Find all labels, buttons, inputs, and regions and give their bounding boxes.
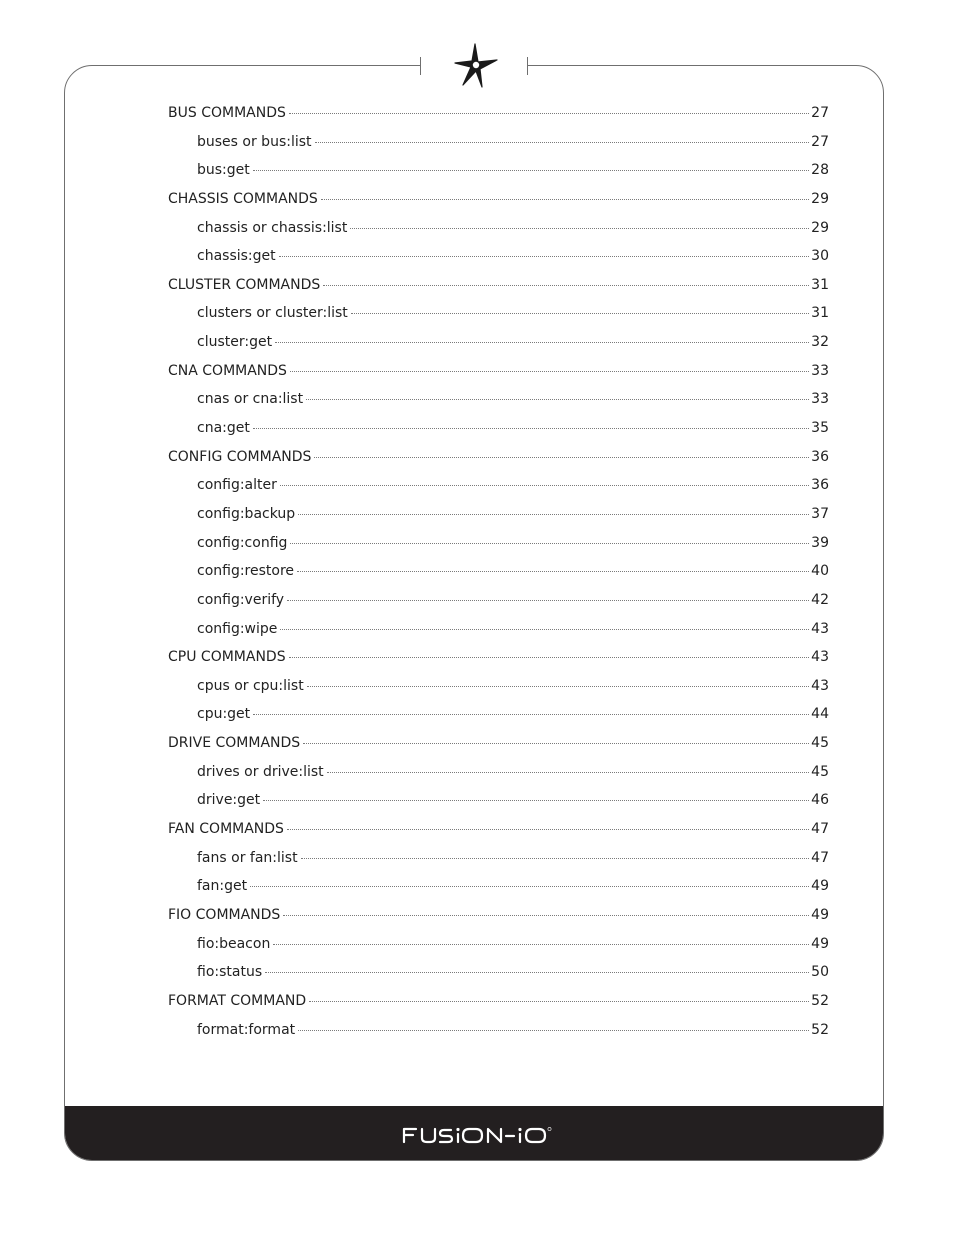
toc-dot-leader	[321, 199, 809, 200]
toc-subentry[interactable]	[168, 964, 829, 993]
toc-dot-leader	[280, 629, 809, 630]
toc-dot-leader	[287, 829, 809, 830]
toc-dot-leader	[280, 485, 809, 486]
toc-dot-leader	[283, 915, 809, 916]
toc-entry-label: FAN COMMANDS	[168, 821, 284, 838]
toc-dot-leader	[250, 886, 809, 887]
toc-page-number: 49	[811, 906, 829, 923]
toc-subentry[interactable]	[168, 334, 829, 363]
toc-page-number: 49	[811, 878, 829, 895]
toc-section-entry[interactable]	[168, 993, 829, 1022]
toc-page-number: 39	[811, 534, 829, 551]
toc-entry-label: cpu:get	[197, 706, 251, 723]
toc-entry-label: cpus or cpu:list	[197, 677, 304, 694]
toc-page-number: 31	[811, 305, 829, 322]
toc-entry-label: CNA COMMANDS	[168, 362, 287, 379]
toc-page-number: 45	[811, 763, 829, 780]
toc-dot-leader	[290, 543, 809, 544]
toc-subentry[interactable]	[168, 248, 829, 277]
toc-dot-leader	[315, 142, 810, 143]
toc-entry-label: CLUSTER COMMANDS	[168, 276, 321, 293]
toc-dot-leader	[253, 428, 809, 429]
toc-dot-leader	[287, 600, 809, 601]
toc-entry-label: FIO COMMANDS	[168, 906, 281, 923]
toc-page-number: 36	[811, 448, 829, 465]
toc-dot-leader	[297, 571, 809, 572]
toc-page-number: 44	[811, 706, 829, 723]
toc-dot-leader	[323, 285, 809, 286]
toc-dot-leader	[298, 514, 809, 515]
toc-page-number: 29	[811, 190, 829, 207]
toc-subentry[interactable]	[168, 764, 829, 793]
toc-page-number: 32	[811, 334, 829, 351]
toc-page-number: 46	[811, 792, 829, 809]
toc-entry-label: clusters or cluster:list	[197, 305, 348, 322]
toc-entry-label: FORMAT COMMAND	[168, 992, 307, 1009]
toc-entry-label: drive:get	[197, 792, 261, 809]
toc-entry-label: cnas or cna:list	[197, 391, 304, 408]
toc-entry-label: bus:get	[197, 162, 250, 179]
toc-page-number: 52	[811, 992, 829, 1009]
toc-dot-leader	[289, 113, 809, 114]
toc-subentry[interactable]	[168, 706, 829, 735]
toc-subentry[interactable]	[168, 535, 829, 564]
toc-dot-leader	[275, 342, 809, 343]
header-divider-right	[527, 57, 528, 75]
toc-entry-label: config:wipe	[197, 620, 278, 637]
toc-entry-label: fio:status	[197, 964, 263, 981]
toc-entry-label: chassis:get	[197, 248, 276, 265]
toc-dot-leader	[290, 371, 809, 372]
toc-page-number: 27	[811, 133, 829, 150]
toc-page-number: 43	[811, 620, 829, 637]
toc-page-number: 43	[811, 677, 829, 694]
toc-entry-label: buses or bus:list	[197, 133, 312, 150]
toc-subentry[interactable]	[168, 134, 829, 163]
toc-dot-leader	[301, 858, 810, 859]
toc-subentry[interactable]	[168, 621, 829, 650]
toc-subentry[interactable]	[168, 420, 829, 449]
fusion-io-star-icon	[449, 41, 501, 89]
toc-page-number: 45	[811, 735, 829, 752]
toc-page-number: 52	[811, 1021, 829, 1038]
toc-page-number: 30	[811, 248, 829, 265]
toc-subentry[interactable]	[168, 477, 829, 506]
toc-dot-leader	[289, 657, 810, 658]
toc-entry-label: drives or drive:list	[197, 763, 324, 780]
table-of-contents	[168, 105, 829, 1050]
toc-page-number: 47	[811, 821, 829, 838]
toc-dot-leader	[350, 228, 809, 229]
toc-subentry[interactable]	[168, 506, 829, 535]
toc-entry-label: cna:get	[197, 420, 250, 437]
toc-entry-label: fans or fan:list	[197, 849, 298, 866]
toc-entry-label: config:alter	[197, 477, 277, 494]
toc-dot-leader	[253, 714, 809, 715]
toc-entry-label: DRIVE COMMANDS	[168, 735, 301, 752]
toc-page-number: 49	[811, 935, 829, 952]
toc-subentry[interactable]	[168, 878, 829, 907]
toc-page-number: 50	[811, 964, 829, 981]
toc-page-number: 36	[811, 477, 829, 494]
toc-dot-leader	[306, 399, 809, 400]
toc-dot-leader	[351, 313, 809, 314]
toc-dot-leader	[303, 743, 809, 744]
toc-dot-leader	[307, 686, 809, 687]
toc-subentry[interactable]	[168, 850, 829, 879]
toc-entry-label: config:config	[197, 534, 288, 551]
toc-subentry[interactable]	[168, 305, 829, 334]
toc-dot-leader	[273, 944, 809, 945]
toc-dot-leader	[253, 170, 809, 171]
toc-dot-leader	[309, 1001, 809, 1002]
fusion-io-wordmark-icon	[402, 1126, 552, 1144]
toc-subentry[interactable]	[168, 162, 829, 191]
toc-subentry[interactable]	[168, 1022, 829, 1051]
toc-subentry[interactable]	[168, 391, 829, 420]
toc-dot-leader	[298, 1030, 809, 1031]
toc-subentry[interactable]	[168, 678, 829, 707]
toc-dot-leader	[265, 972, 809, 973]
toc-subentry[interactable]	[168, 563, 829, 592]
toc-section-entry[interactable]	[168, 105, 829, 134]
toc-page-number: 40	[811, 563, 829, 580]
toc-page-number: 35	[811, 420, 829, 437]
toc-entry-label: config:verify	[197, 591, 285, 608]
toc-section-entry[interactable]	[168, 363, 829, 392]
toc-entry-label: CONFIG COMMANDS	[168, 448, 312, 465]
toc-section-entry[interactable]	[168, 907, 829, 936]
toc-subentry[interactable]	[168, 936, 829, 965]
toc-page-number: 37	[811, 505, 829, 522]
toc-entry-label: chassis or chassis:list	[197, 219, 348, 236]
toc-section-entry[interactable]	[168, 277, 829, 306]
toc-page-number: 43	[811, 649, 829, 666]
toc-subentry[interactable]	[168, 792, 829, 821]
toc-entry-label: CPU COMMANDS	[168, 649, 286, 666]
toc-page-number: 33	[811, 362, 829, 379]
toc-entry-label: config:restore	[197, 563, 295, 580]
toc-page-number: 33	[811, 391, 829, 408]
toc-entry-label: CHASSIS COMMANDS	[168, 190, 318, 207]
toc-subentry[interactable]	[168, 220, 829, 249]
toc-section-entry[interactable]	[168, 449, 829, 478]
toc-dot-leader	[327, 772, 810, 773]
toc-entry-label: fan:get	[197, 878, 248, 895]
toc-entry-label: format:format	[197, 1021, 296, 1038]
toc-dot-leader	[279, 256, 810, 257]
toc-entry-label: BUS COMMANDS	[168, 105, 286, 121]
toc-page-number: 47	[811, 849, 829, 866]
fusion-io-brand-logo	[0, 1120, 954, 1150]
toc-page-number: 28	[811, 162, 829, 179]
toc-section-entry[interactable]	[168, 649, 829, 678]
toc-entry-label: fio:beacon	[197, 935, 271, 952]
toc-page-number: 42	[811, 591, 829, 608]
toc-section-entry[interactable]	[168, 821, 829, 850]
toc-entry-label: config:backup	[197, 505, 296, 522]
header-divider-left	[420, 57, 421, 75]
toc-entry-label: cluster:get	[197, 334, 273, 351]
toc-page-number: 27	[811, 105, 829, 121]
toc-section-entry[interactable]	[168, 735, 829, 764]
toc-page-number: 29	[811, 219, 829, 236]
toc-subentry[interactable]	[168, 592, 829, 621]
toc-dot-leader	[314, 457, 809, 458]
toc-page-number: 31	[811, 276, 829, 293]
toc-dot-leader	[263, 800, 809, 801]
toc-section-entry[interactable]	[168, 191, 829, 220]
